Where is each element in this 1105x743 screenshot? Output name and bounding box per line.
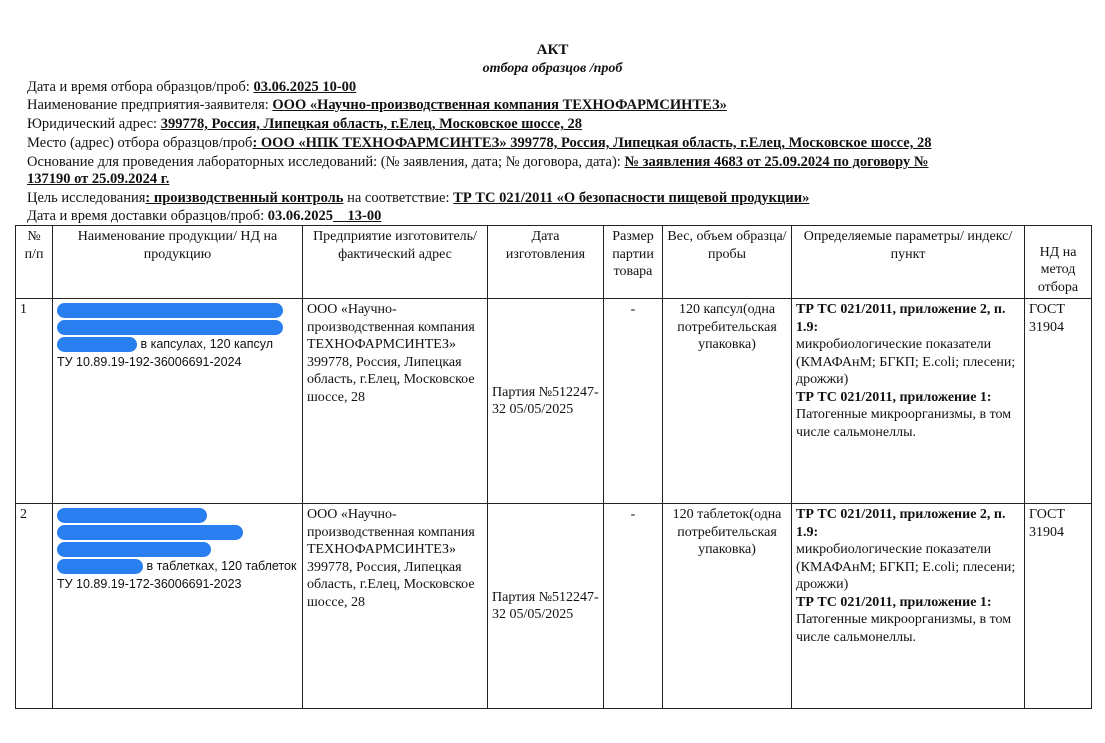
row-weight: 120 капсул(одна потребительская упаковка) <box>663 299 792 504</box>
delivery-label: Дата и время доставки образцов/проб: <box>27 208 268 224</box>
redaction-bar <box>57 525 243 540</box>
product-nd: ТУ 10.89.19-192-36006691-2024 <box>57 354 242 369</box>
product-tail: в таблетках, 120 таблеток <box>143 559 297 573</box>
sampling-date: 03.06.2025 <box>253 79 319 95</box>
table-row <box>16 299 1092 504</box>
header-batch: Размер партии товара <box>604 226 663 299</box>
legal-label: Юридический адрес: <box>27 116 161 132</box>
delivery-time: 13-00 <box>333 208 382 224</box>
delivery-value: 03.06.2025 <box>267 208 334 224</box>
header-product: Наименование продукции/ НД на продукцию <box>53 226 303 299</box>
row-num: 2 <box>16 504 53 709</box>
table-header-row <box>16 226 1092 299</box>
delivery-line <box>27 208 381 225</box>
place-value: : ООО «НПК ТЕХНОФАРМСИНТЕЗ» 399778, Россия, Липецкая область, г.Елец, Московское шоссе, 28 <box>252 135 932 151</box>
param2-text: Патогенные микроорганизмы, в том числе сальмонеллы. <box>796 612 1012 645</box>
sampling-label: Дата и время отбора образцов/проб: <box>27 79 254 95</box>
purpose-std: ТР ТС 021/2011 «О безопасности пищевой продукции» <box>453 190 810 206</box>
redaction-bar <box>57 508 207 523</box>
applicant-value: ООО «Научно-производственная компания ТЕХНОФАРМСИНТЕЗ» <box>272 97 727 113</box>
row-params <box>792 299 1025 504</box>
row-method: ГОСТ 31904 <box>1025 504 1092 709</box>
row-method: ГОСТ 31904 <box>1025 299 1092 504</box>
sampling-place-line <box>27 135 931 152</box>
basis-label: Основание для проведения лабораторных исследований: (№ заявления, дата; № договора, дата): <box>27 154 625 170</box>
header-method: НД на метод отбора <box>1025 226 1092 299</box>
param2-title: ТР ТС 021/2011, приложение 1: <box>796 594 992 610</box>
row-maker: ООО «Научно-производственная компания ТЕХНОФАРМСИНТЕЗ» 399778, Россия, Липецкая область, г.Елец, Московское шоссе, 28 <box>303 504 488 709</box>
row-product <box>53 504 303 709</box>
date-text: Партия №512247-32 05/05/2025 <box>492 589 599 622</box>
redaction-bar <box>57 337 137 352</box>
sampling-time: 10-00 <box>318 79 357 95</box>
param2-title: ТР ТС 021/2011, приложение 1: <box>796 389 992 405</box>
legal-value: 399778, Россия, Липецкая область, г.Елец, Московское шоссе, 28 <box>160 116 582 132</box>
param1-title: ТР ТС 021/2011, приложение 2, п. 1.9: <box>796 507 1006 540</box>
row-params <box>792 504 1025 709</box>
product-tail: в капсулах, 120 капсул <box>137 337 274 351</box>
applicant-line <box>27 97 727 114</box>
param1-title: ТР ТС 021/2011, приложение 2, п. 1.9: <box>796 302 1006 335</box>
header-maker: Предприятие изготовитель/ фактический адрес <box>303 226 488 299</box>
row-date <box>488 299 604 504</box>
basis-line <box>27 154 929 171</box>
row-product <box>53 299 303 504</box>
param1-text: микробиологические показатели (КМАФАнМ; БГКП; E.coli; плесени; дрожжи) <box>796 337 1016 387</box>
header-num: № п/п <box>16 226 53 299</box>
table-row <box>16 504 1092 709</box>
purpose-label: Цель исследования <box>27 190 146 206</box>
doc-title: АКТ <box>536 42 569 58</box>
basis-value-1: № заявления 4683 от 25.09.2024 по договору № <box>624 154 929 170</box>
place-label: Место (адрес) отбора образцов/проб <box>27 135 253 151</box>
purpose-mid: на соответствие: <box>343 190 454 206</box>
param1-text: микробиологические показатели (КМАФАнМ; БГКП; E.coli; плесени; дрожжи) <box>796 542 1016 592</box>
header-weight: Вес, объем образца/ пробы <box>663 226 792 299</box>
row-weight: 120 таблеток(одна потребительская упаковка) <box>663 504 792 709</box>
sampling-line <box>27 79 356 96</box>
header-date: Дата изготовления <box>488 226 604 299</box>
basis-value-2: 137190 от 25.09.2024 г. <box>27 171 170 187</box>
purpose-line <box>27 190 809 207</box>
param2-text: Патогенные микроорганизмы, в том числе сальмонеллы. <box>796 407 1012 440</box>
product-nd: ТУ 10.89.19-172-36006691-2023 <box>57 576 242 591</box>
date-text: Партия №512247-32 05/05/2025 <box>492 384 599 417</box>
redaction-bar <box>57 542 211 557</box>
header-params: Определяемые параметры/ индекс/пункт <box>792 226 1025 299</box>
purpose-value: : производственный контроль <box>145 190 344 206</box>
redaction-bar <box>57 320 283 335</box>
basis-line-2 <box>27 171 169 188</box>
doc-subtitle: отбора образцов /проб <box>482 61 623 76</box>
redaction-bar <box>57 559 143 574</box>
legal-address-line <box>27 116 582 133</box>
row-date <box>488 504 604 709</box>
applicant-label: Наименование предприятия-заявителя: <box>27 97 273 113</box>
row-batch: - <box>604 299 663 504</box>
redaction-bar <box>57 303 283 318</box>
row-num: 1 <box>16 299 53 504</box>
samples-table <box>15 225 1092 709</box>
row-batch: - <box>604 504 663 709</box>
row-maker: ООО «Научно-производственная компания ТЕХНОФАРМСИНТЕЗ» 399778, Россия, Липецкая область, г.Елец, Московское шоссе, 28 <box>303 299 488 504</box>
